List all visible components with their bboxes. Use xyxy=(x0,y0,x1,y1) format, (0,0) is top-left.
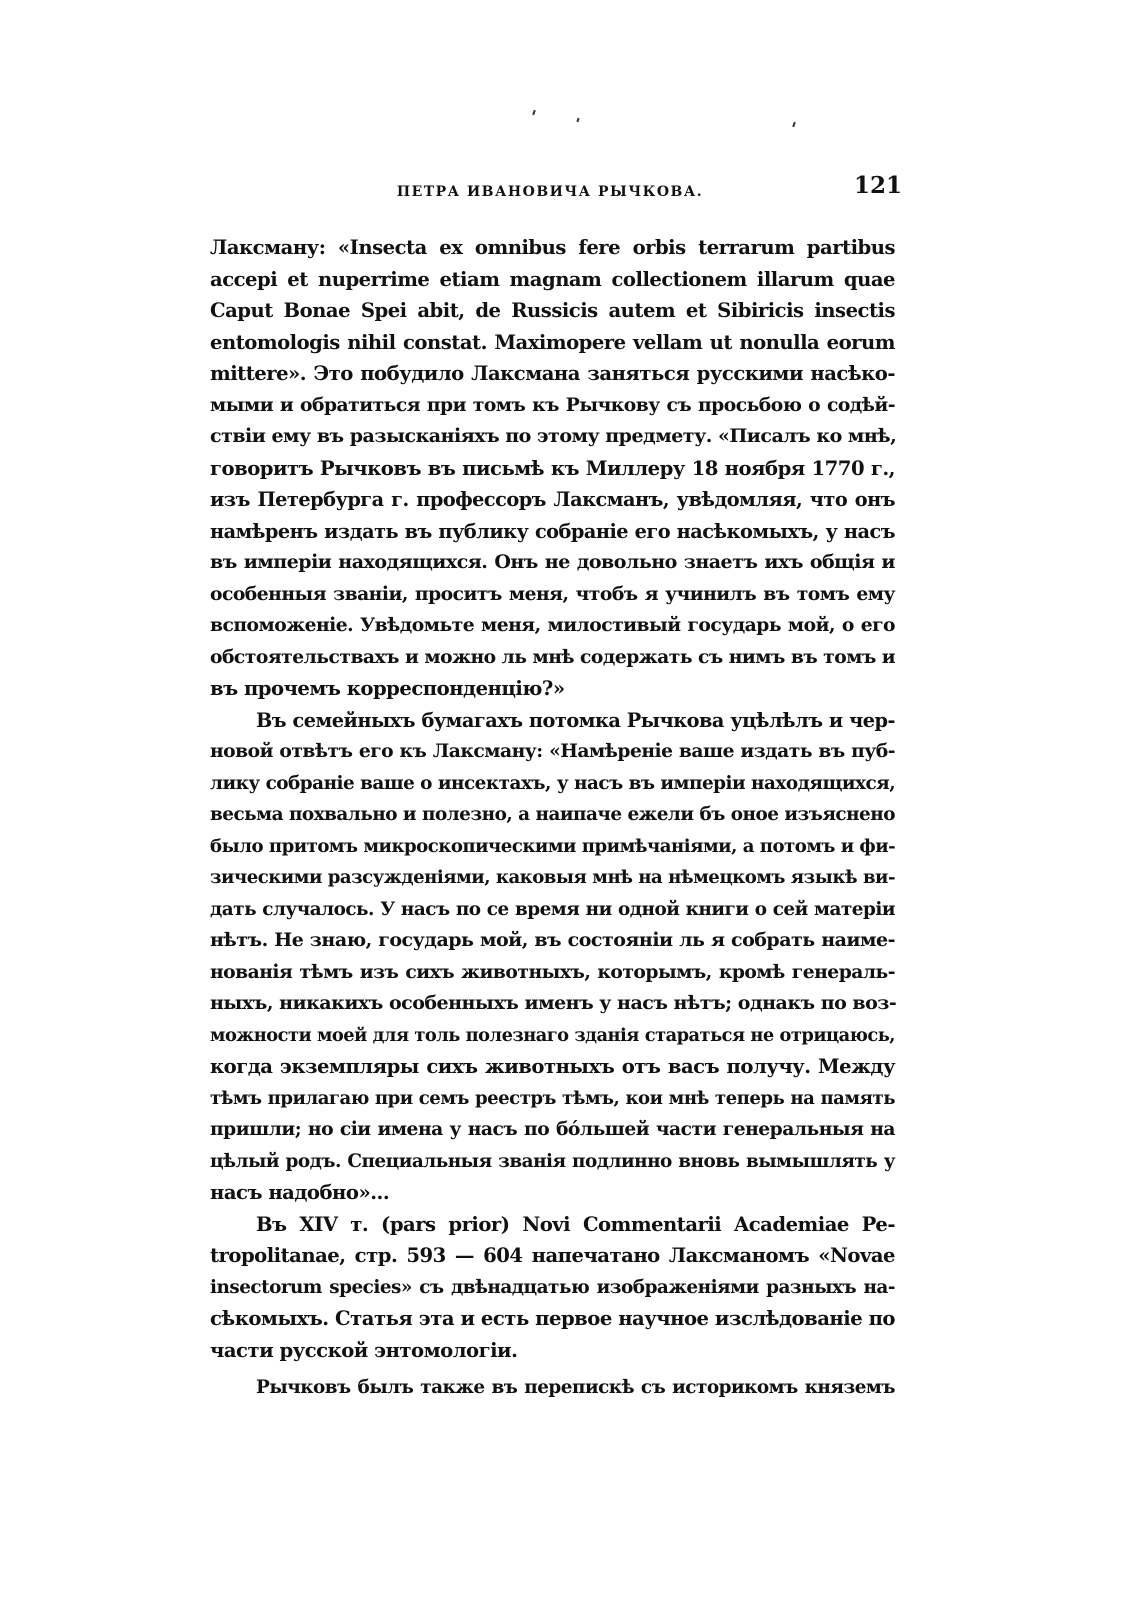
text-line: мыми и обратиться при томъ къ Рычкову съ просьбою о содѣй- xyxy=(210,393,895,416)
text-line: когда экземпляры сихъ животныхъ отъ васъ получу. Между xyxy=(210,1055,895,1078)
text-line: entomologis nihil constat. Maximopere vellam ut nonulla eorum xyxy=(210,330,895,354)
text-line: новой отвѣтъ его къ Лаксману: «Намѣренiе ваше издать въ пуб- xyxy=(210,740,895,762)
text-line: дать случалось. У насъ по се время ни одной книги о сей матерiи xyxy=(210,898,895,920)
text-line: особенныя званiи, проситъ меня, чтобъ я учинилъ въ томъ ему xyxy=(210,582,895,605)
text-line: accepi et nuperrime etiam magnam collectionem illarum quae xyxy=(210,267,895,291)
text-line: тѣмъ прилагаю при семъ реестръ тѣмъ, кои мнѣ теперь на память xyxy=(210,1087,895,1109)
page-header xyxy=(210,172,910,212)
text-line: Въ XIV т. (pars prior) Novi Commentarii Academiae Pe- xyxy=(256,1212,895,1236)
print-speck xyxy=(532,110,536,115)
text-line: насъ надобно»... xyxy=(210,1181,390,1204)
text-line: Caput Bonae Spei abit, de Russicis autem et Sibiricis insectis xyxy=(210,299,895,322)
text-line: говоритъ Рычковъ въ письмѣ къ Миллеру 18 ноября 1770 г., xyxy=(210,456,895,480)
text-line: лику собранiе ваше о инсектахъ, у насъ въ имперiи находящихся, xyxy=(210,772,896,794)
text-line: вспоможенiе. Увѣдомьте меня, милостивый государь мой, о его xyxy=(210,614,895,636)
text-line: сѣкомыхъ. Статья эта и есть первое научное изслѣдованiе по xyxy=(210,1307,895,1330)
print-speck xyxy=(792,122,796,127)
text-line: пришли; но сiи имена у насъ по бóльшей части генеральныя на xyxy=(210,1118,895,1140)
paragraph xyxy=(210,232,895,705)
page-number: 121 xyxy=(853,172,902,199)
text-line: изъ Петербурга г. профессоръ Лаксманъ, увѣдомляя, что онъ xyxy=(210,488,895,511)
paragraph xyxy=(210,705,895,1209)
text-line: Рычковъ былъ также въ перепискѣ съ историкомъ княземъ xyxy=(256,1377,895,1398)
running-title: ПЕТРА ИВАНОВИЧА РЫЧКОВА. xyxy=(396,184,704,200)
text-line: ныхъ, никакихъ особенныхъ именъ у насъ нѣтъ; однакъ по воз- xyxy=(210,992,897,1014)
text-line: можности моей для толь полезнаго зданiя стараться не отрицаюсь, xyxy=(210,1024,895,1046)
text-line: tropolitanae, стр. 593 — 604 напечатано Лаксманомъ «Novae xyxy=(210,1244,895,1267)
print-speck xyxy=(576,118,579,122)
text-line: Лаксману: «Insecta ex omnibus fere orbis terrarum partibus xyxy=(210,236,895,259)
text-line: нованiя тѣмъ изъ сихъ животныхъ, которымъ, кромѣ генераль- xyxy=(210,960,895,983)
paragraph xyxy=(210,1209,895,1367)
text-line: намѣренъ издать въ публику собранiе его насѣкомыхъ, у насъ xyxy=(210,519,895,543)
text-line: весьма похвально и полезно, а наипаче ежели бъ оное изъяснено xyxy=(210,804,895,825)
text-line: ствiи ему въ разысканiяхъ по этому предмету. «Писалъ ко мнѣ, xyxy=(210,425,897,447)
text-line: mittere». Это побудило Лаксмана заняться русскими насѣко- xyxy=(210,362,895,385)
text-line: въ прочемъ корреспонденцiю?» xyxy=(210,677,565,700)
text-line: Въ семейныхъ бумагахъ потомка Рычкова уцѣлѣлъ и чер- xyxy=(256,708,895,732)
text-line: обстоятельствахъ и можно ль мнѣ содержать съ нимъ въ томъ и xyxy=(210,645,896,668)
text-line: въ имперiи находящихся. Онъ не довольно знаетъ ихъ общiя и xyxy=(210,551,895,573)
text-line: нѣтъ. Не знаю, государь мой, въ состоянiи ль я собрать наиме- xyxy=(210,929,895,951)
paragraph xyxy=(210,1372,895,1404)
body-text xyxy=(210,232,895,1404)
text-line: цѣлый родъ. Специальныя званiя подлинно вновь вымышлять у xyxy=(210,1150,895,1172)
text-line: части русской энтомологiи. xyxy=(210,1338,518,1362)
text-line: было притомъ микроскопическими примѣчанiями, а потомъ и фи- xyxy=(210,835,896,857)
text-line: insectorum species» съ двѣнадцатью изображенiями разныхъ на- xyxy=(210,1276,895,1298)
text-line: зическими разсужденiями, каковыя мнѣ на нѣмецкомъ языкѣ ви- xyxy=(210,867,895,888)
